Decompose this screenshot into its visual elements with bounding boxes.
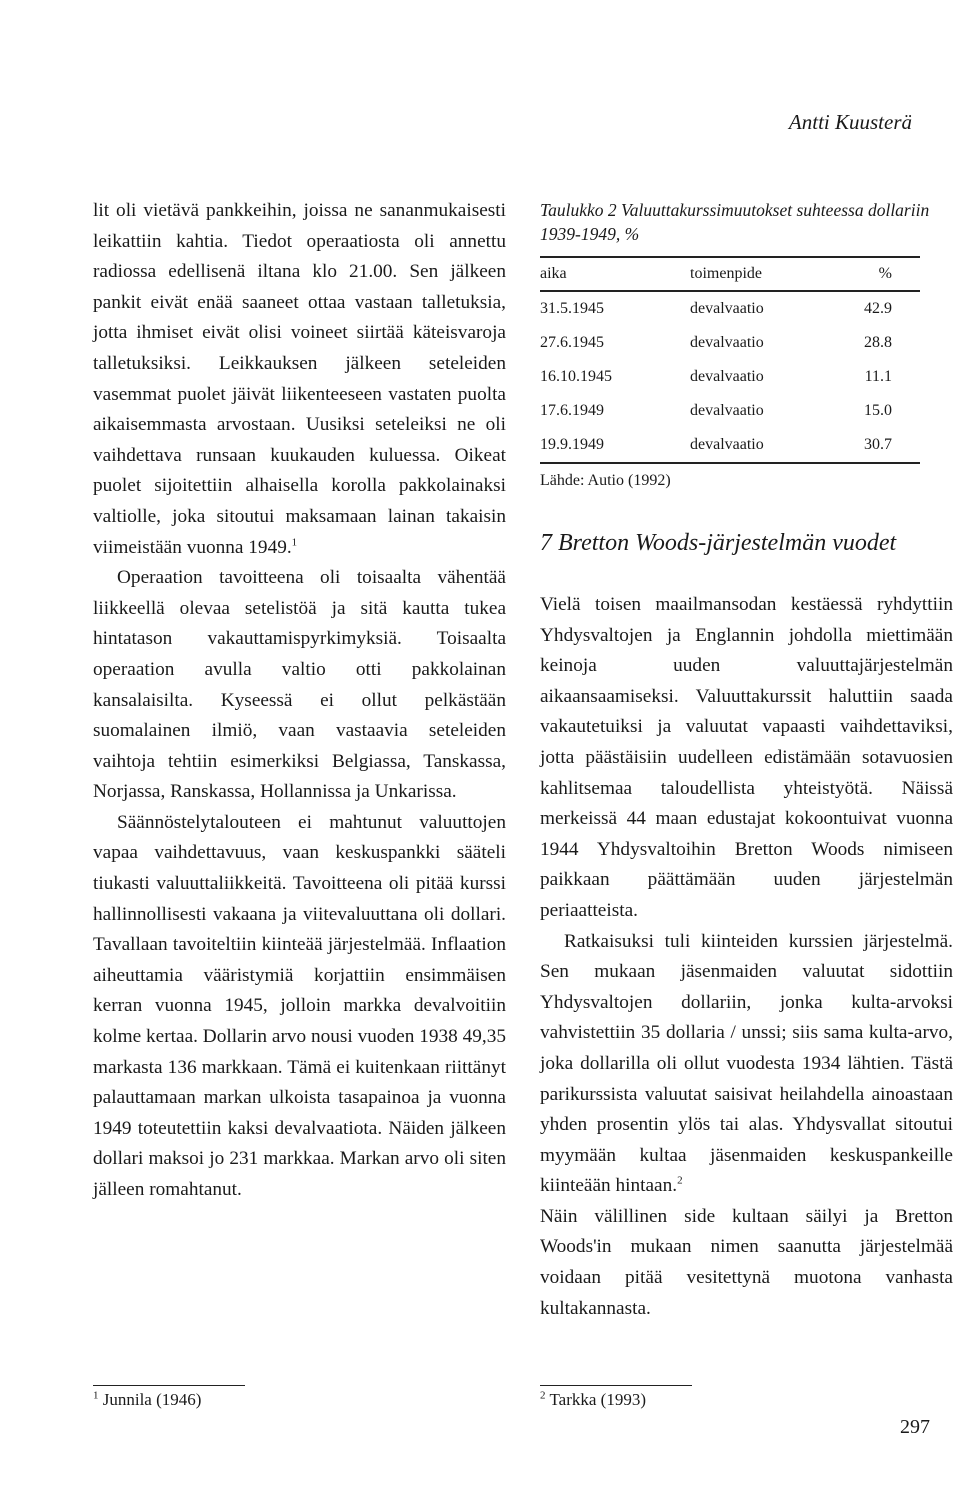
cell-date: 31.5.1945: [540, 300, 604, 317]
table-row: [540, 394, 920, 428]
cell-date: 16.10.1945: [540, 368, 612, 385]
paragraph-1: lit oli vietävä pankkeihin, joissa ne sananmukaisesti leikattiin kahtia. Tiedot operaatiosta oli annettu radiossa edellisenä iltana klo 21.00. Sen jälkeen pankit eivät enää saaneet ottaa vastaan talletuksia, jotta ihmiset eivät olisi voineet siirtää käteisvaroja talletuksiksi. Leikkauksen jälkeen seteleiden vasemmat puolet jäivät liikenteeseen vastaten puolta aikaisemmasta arvostaan. Uusiksi seteleiksi ne oli vaihdettava runsaan kuukauden kuluessa. Oikeat puolet sijoitettiin alhaisella korolla pakkolainaksi valtiolle, joka sitoutui maksamaan lainan takaisin viimeistään vuonna 1949.$^1$: [93, 200, 506, 558]
right-column: [540, 198, 953, 1324]
table-row: [540, 291, 920, 326]
cell-percent: 11.1: [864, 368, 892, 385]
paragraph-3: Säännöstelytalouteen ei mahtunut valuuttojen vapaa vaihdettavuus, vaan keskuspankki sääteli tiukasti valuuttaliikkeitä. Tavoitteena oli pitää kurssi hallinnollisesti vakaana ja viitevaluuttana oli dollari. Tavallaan tavoiteltiin kiinteää järjestelmää. Inflaation aiheuttamia vääristymiä korjattiin ensimmäisen kerran vuonna 1945, jolloin markka devalvoitiin kolme kertaa. Dollarin arvo nousi vuoden 1938 49,35 markasta 136 markkaan. Tämä ei kuitenkaan riittänyt palauttamaan markan ulkoista tasapainoa ja vuonna 1949 toteutettiin kaksi devalvaatiota. Näiden jälkeen dollari maksoi jo 231 markkaa. Markan arvo oli siten jälleen romahtanut.: [93, 811, 506, 1200]
table-header-action: toimenpide: [690, 257, 840, 291]
table-row: [540, 326, 920, 360]
devaluation-table: [540, 256, 920, 464]
cell-action: devalvaatio: [690, 368, 764, 385]
section-paragraph-3: Näin välillinen side kultaan säilyi ja Bretton Woods'in mukaan nimen saanutta järjestelmää voidaan pitää vesitettynä muotona vanhasta kultakannasta.: [540, 1205, 953, 1319]
footnote-2: $^2$ Tarkka (1993): [540, 1389, 646, 1409]
running-header-author: Antti Kuusterä: [788, 110, 912, 134]
cell-percent: 42.9: [864, 300, 892, 317]
footnote-rule-right: [540, 1385, 692, 1386]
section-paragraph-1: Vielä toisen maailmansodan kestäessä ryhdyttiin Yhdysvaltojen ja Englannin johdolla miettimään keinoja uuden valuuttajärjestelmän aikaansaamiseksi. Valuuttakurssit haluttiin saada vakautetuiksi ja valuutat vapaasti vaihdettaviksi, jotta päästäisiin uudelleen edistämään sotavuosien kahlitsemaa taloudellista yhteistyötä. Näissä merkeissä 44 maan edustajat kokoontuivat vuonna 1944 Yhdysvaltoihin Bretton Woods nimiseen paikkaan päättämään uuden järjestelmän periaatteista.: [540, 594, 953, 921]
cell-date: 17.6.1949: [540, 402, 604, 419]
cell-date: 27.6.1945: [540, 334, 604, 351]
footnote-ref-2: 2: [677, 1174, 683, 1187]
paragraph-2: Operaation tavoitteena oli toisaalta vähentää liikkeellä olevaa setelistöä ja sitä kautta tukea hintatason vakauttamispyrkimyksiä. Toisaalta operaation avulla valtio otti pakkolainan kansalaisilta. Kyseessä ei ollut pelkästään suomalainen ilmiö, vaan vastaavia seteleiden vaihtoja tehtiin esimerkiksi Belgiassa, Tanskassa, Norjassa, Ranskassa, Hollannissa ja Unkarissa.: [93, 567, 506, 803]
table-row: [540, 428, 920, 463]
table-header-row: [540, 257, 920, 291]
cell-action: devalvaatio: [690, 300, 764, 317]
table-header-percent: %: [840, 257, 920, 291]
cell-action: devalvaatio: [690, 428, 840, 463]
cell-action: devalvaatio: [690, 334, 764, 351]
cell-percent: 28.8: [864, 334, 892, 351]
section-paragraph-2: Ratkaisuksi tuli kiinteiden kurssien järjestelmä. Sen mukaan jäsenmaiden valuutat sidottiin Yhdysvaltojen dollariin, jonka kulta-arvoksi vahvistettiin 35 dollaria / unssi; siis sama kulta-arvo, joka dollarilla oli ollut vuodesta 1934 lähtien. Tästä parikurssista valuutat saisivat heilahdella ainoastaan yhden prosentin ylös tai alas. Yhdysvallat sitoutui myymään kultaa jäsenmaiden keskuspankeille kiinteään hintaan.$^2$: [540, 930, 953, 1197]
page-number: 297: [900, 1416, 930, 1438]
section-heading: 7 Bretton Woods-järjestelmän vuodet: [540, 530, 897, 556]
cell-percent: 30.7: [840, 428, 920, 463]
footnote-rule-left: [93, 1385, 245, 1386]
footnote-1: $^1$ Junnila (1946): [93, 1389, 202, 1409]
table-source: Lähde: Autio (1992): [540, 472, 671, 489]
cell-action: devalvaatio: [690, 402, 764, 419]
cell-percent: 15.0: [864, 402, 892, 419]
footnote-ref-1: 1: [291, 536, 298, 549]
table-header-date: aika: [540, 257, 690, 291]
cell-date: 19.9.1949: [540, 428, 690, 463]
left-column: [93, 196, 506, 1206]
table-caption: Taulukko 2 Valuuttakurssimuutokset suhteessa dollariin 1939-1949, %: [540, 200, 930, 244]
table-row: [540, 360, 920, 394]
